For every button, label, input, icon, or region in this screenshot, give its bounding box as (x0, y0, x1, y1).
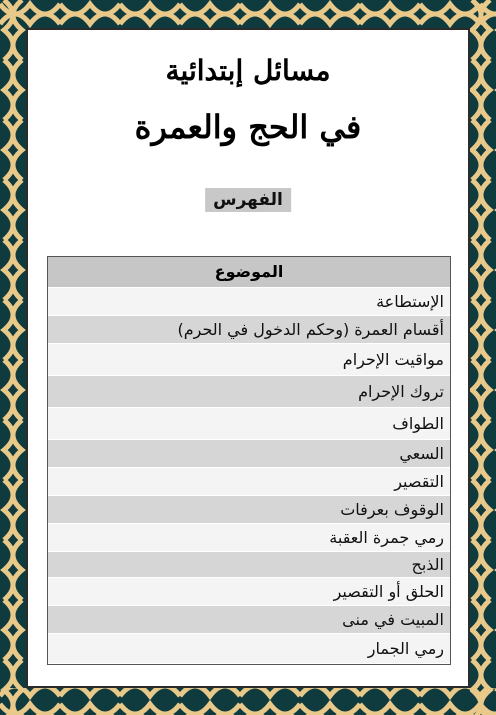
toc-item-label: الحلق أو التقصير (333, 582, 444, 601)
toc-item-label: السعي (399, 444, 444, 463)
toc-row (48, 344, 450, 376)
title-line-2: في الحج والعمرة (134, 108, 362, 146)
toc-row (48, 408, 450, 440)
toc-item-label: الإستطاعة (376, 292, 444, 311)
toc-row (48, 552, 450, 578)
toc-header: الموضوع (48, 257, 450, 288)
toc-item-label: التقصير (394, 472, 444, 491)
toc-row (48, 496, 450, 524)
table-of-contents (47, 256, 451, 665)
toc-row (48, 606, 450, 634)
cover-page (26, 28, 470, 688)
toc-row (48, 524, 450, 552)
toc-row (48, 288, 450, 316)
toc-item-label: المبيت في منى (342, 610, 444, 629)
toc-item-label: تروك الإحرام (358, 382, 444, 401)
toc-item-label: الوقوف بعرفات (340, 500, 444, 519)
toc-row (48, 440, 450, 468)
toc-item-label: مواقيت الإحرام (342, 350, 444, 369)
toc-row (48, 578, 450, 606)
toc-item-label: أقسام العمرة (وحكم الدخول في الحرم) (177, 320, 444, 339)
toc-item-label: رمي الجمار (367, 639, 444, 658)
index-heading: الفهرس (205, 188, 291, 212)
title-line-1: مسائل إبتدائية (165, 54, 331, 87)
toc-item-label: الطواف (392, 414, 444, 433)
toc-item-label: الذبح (411, 555, 444, 574)
toc-row (48, 316, 450, 344)
toc-row (48, 376, 450, 408)
toc-row (48, 634, 450, 664)
toc-item-label: رمي جمرة العقبة (329, 528, 444, 547)
toc-row (48, 468, 450, 496)
